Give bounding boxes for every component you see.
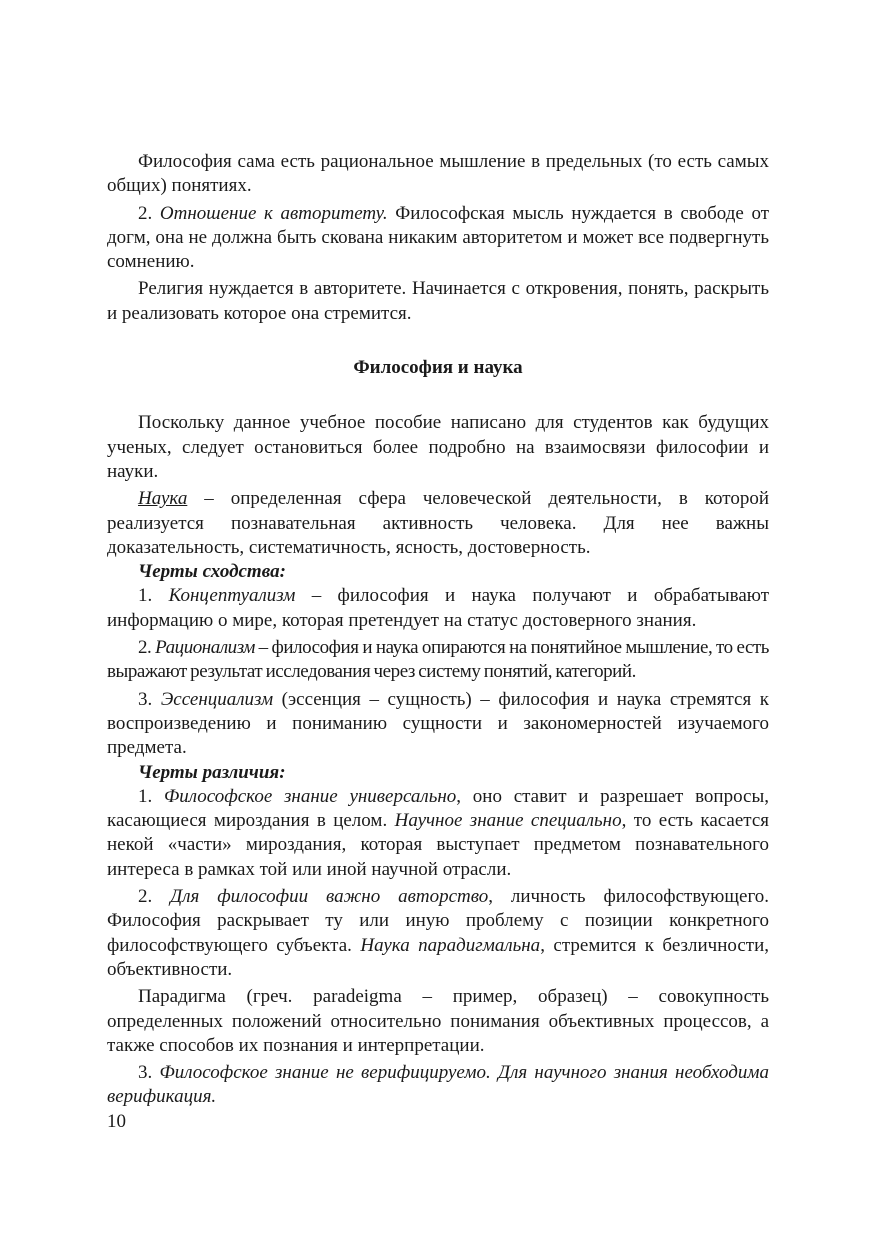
- difference-3: 3. Философское знание не верифицируемо. Для научного знания необходима верификация.: [107, 1062, 770, 1108]
- similarity-1: 1. Концептуализм – философия и наука получают и обрабатывают информацию о мире, которая претендует на статус достоверного знания.: [107, 585, 769, 631]
- term-rationalism: Рационализм: [155, 637, 255, 659]
- similarity-2: 2. Рационализм – философия и наука опираются на понятийное мышление, то есть выражают результат исследования через систему понятий, категорий.: [107, 637, 769, 683]
- term-conceptualism: Концептуализм: [168, 585, 296, 607]
- paragraph-intro: Поскольку данное учебное пособие написано для студентов как будущих ученых, следует остановиться более подробно на взаимосвязи философии и науки.: [107, 412, 769, 482]
- paragraph-science-definition: Наука – определенная сфера человеческой деятельности, в которой реализуется познавательная активность человека. Для нее важны доказательность, систематичность, ясность, достоверность.: [107, 488, 769, 558]
- page-body: [107, 150, 769, 1110]
- paragraph-authority: 2. Отношение к авторитету. Философская мысль нуждается в свободе от догм, она не должна быть скована никаким авторитетом и может все подвергнуть сомнению.: [107, 202, 770, 273]
- paragraph-religion: Религия нуждается в авторитете. Начинается с откровения, понять, раскрыть и реализовать которое она стремится.: [107, 278, 769, 324]
- term-universal: Философское знание универсально: [164, 785, 457, 807]
- differences-heading: Черты различия:: [138, 761, 286, 783]
- similarity-3: 3. Эссенциализм (эссенция – сущность) – философия и наука стремятся к воспроизведению и пониманию сущности и закономерностей изучаемого предмета.: [107, 688, 770, 759]
- term-special: Научное знание специально: [394, 810, 622, 832]
- difference-1: 1. Философское знание универсально, оно ставит и разрешает вопросы, касающиеся мироздания в целом. Научное знание специально, то есть касается некой «части» мироздания, которая выступает предметом познавательного интереса в рамках той или иной научной отрасли.: [107, 785, 770, 880]
- similarities-heading: Черты сходства:: [138, 561, 286, 583]
- term-science: Наука: [138, 488, 188, 510]
- term-authority: Отношение к авторитету.: [159, 202, 388, 224]
- paragraph-philosophy-rational: Философия сама есть рациональное мышление в предельных (то есть самых общих) понятиях.: [107, 151, 769, 197]
- term-authorship: Для философии важно авторство: [170, 886, 489, 908]
- paragraph-paradigm: Парадигма (греч. paradeigma – пример, образец) – совокупность определенных положений относительно понимания объективных процессов, а также способов их познания и интерпретации.: [107, 986, 769, 1056]
- section-heading: Философия и наука: [353, 357, 523, 379]
- term-verification: Философское знание не верифицируемо. Для научного знания необходима верификация.: [107, 1062, 770, 1108]
- term-paradigmatic: Наука парадигмальна: [360, 934, 541, 956]
- term-essentialism: Эссенциализм: [160, 688, 274, 710]
- difference-2: 2. Для философии важно авторство, личность философствующего. Философия раскрывает ту или иную проблему с позиции конкретного философствующего субъекта. Наука парадигмальна, стремится к безличности, объективности.: [107, 886, 770, 980]
- page-number: 10: [107, 1111, 126, 1132]
